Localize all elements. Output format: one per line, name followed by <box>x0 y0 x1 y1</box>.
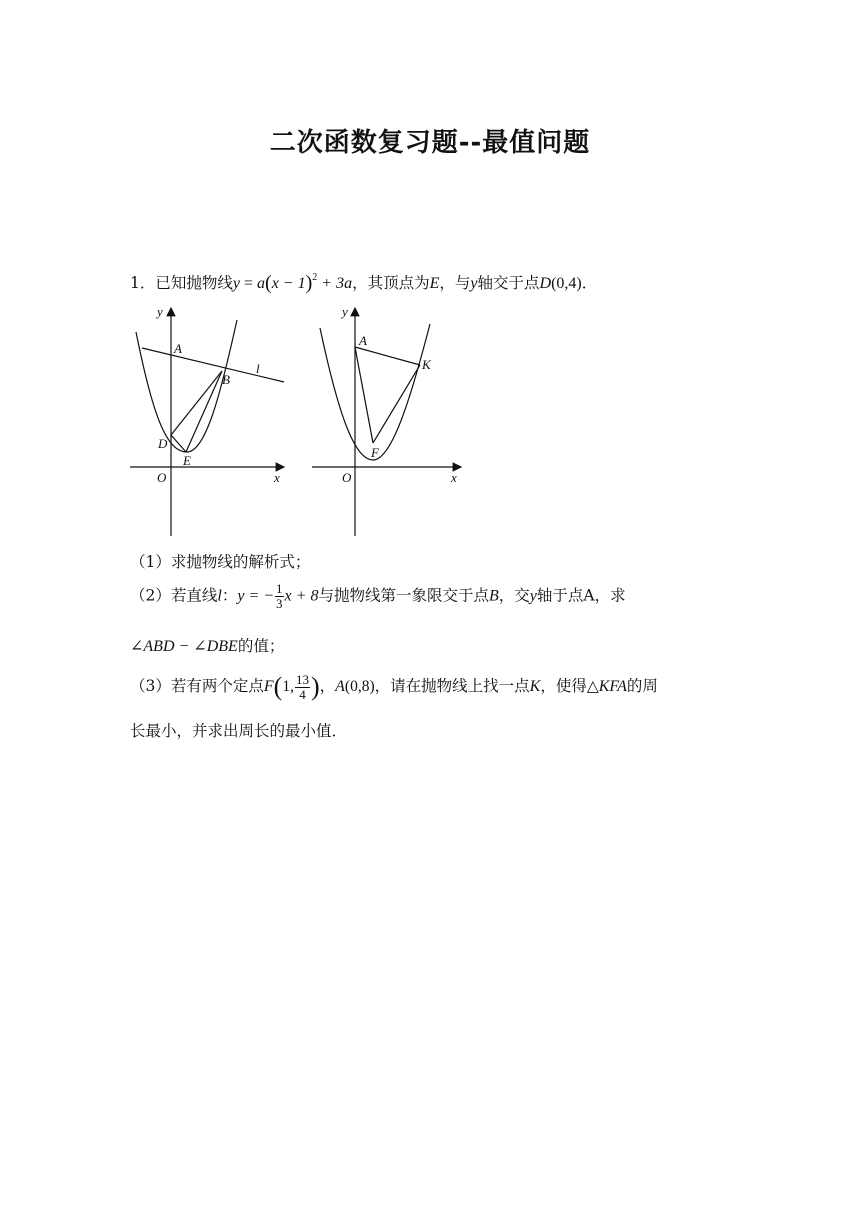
segment-eb <box>186 371 222 452</box>
part-3: （3）若有两个定点F(1, $\frac{13}{4}$ )，A(0,8)，请在抛物线上找一点K，使得△KFA的周 <box>130 671 658 702</box>
triangle-name: KFA <box>598 678 627 695</box>
line-l <box>142 348 284 382</box>
part-1: （1）求抛物线的解析式； <box>130 553 311 571</box>
label-b: B <box>222 372 230 387</box>
text-meet: ，与 <box>439 274 471 292</box>
angle-expression: ∠ABD − ∠DBE <box>130 638 238 655</box>
label-o: O <box>157 470 167 485</box>
part-3-cont: 长最小，并求出周长的最小值． <box>130 722 348 740</box>
vertex-label: E <box>429 275 440 292</box>
label-o: O <box>342 470 352 485</box>
label-e: E <box>183 453 191 468</box>
point-b: B <box>488 587 499 605</box>
label-y: y <box>342 304 348 319</box>
part-2-cont: ∠ABD − ∠DBE的值； <box>130 637 285 655</box>
fraction-13-4: $\frac{13}{4}$ <box>295 671 309 702</box>
point-d: D <box>539 275 552 292</box>
y-variable: y <box>470 275 478 292</box>
text-axis: 轴交于点 <box>477 274 540 292</box>
label-l: l <box>256 361 260 376</box>
problem-number: 1． <box>130 274 156 292</box>
label-x: x <box>451 470 457 485</box>
label-f: F <box>371 445 379 460</box>
figure-1 <box>126 302 291 538</box>
part-2: （2）若直线l：y = − $\frac{1}{3}$ x + 8与抛物线第一象限交于点B，交y轴于点A，求 <box>130 581 626 611</box>
segment-ak <box>355 347 420 365</box>
label-k: K <box>422 357 431 372</box>
problem-intro: 已知抛物线 <box>155 274 233 292</box>
fraction-one-third: $\frac{1}{3}$ <box>276 581 283 611</box>
segment-af <box>355 347 373 443</box>
point-k: K <box>529 678 541 695</box>
end-period: ． <box>581 274 598 292</box>
label-x: x <box>274 470 280 485</box>
text-vertex: ，其顶点为 <box>352 274 430 292</box>
parabola-equation: $y = a(x - 1)^2 + 3a$ <box>232 272 353 294</box>
problem-statement <box>130 271 597 295</box>
segment-db <box>171 371 222 435</box>
page-title: 二次函数复习题--最值问题 <box>269 128 591 158</box>
figure-2 <box>308 302 468 538</box>
point-f: F <box>263 678 274 695</box>
label-y: y <box>157 304 163 319</box>
label-a: A <box>359 333 367 348</box>
label-a: A <box>174 341 182 356</box>
point-a: A <box>335 678 345 695</box>
point-d-coords: (0,4) <box>551 275 582 292</box>
label-d: D <box>158 436 168 451</box>
line-name: l <box>217 587 222 605</box>
